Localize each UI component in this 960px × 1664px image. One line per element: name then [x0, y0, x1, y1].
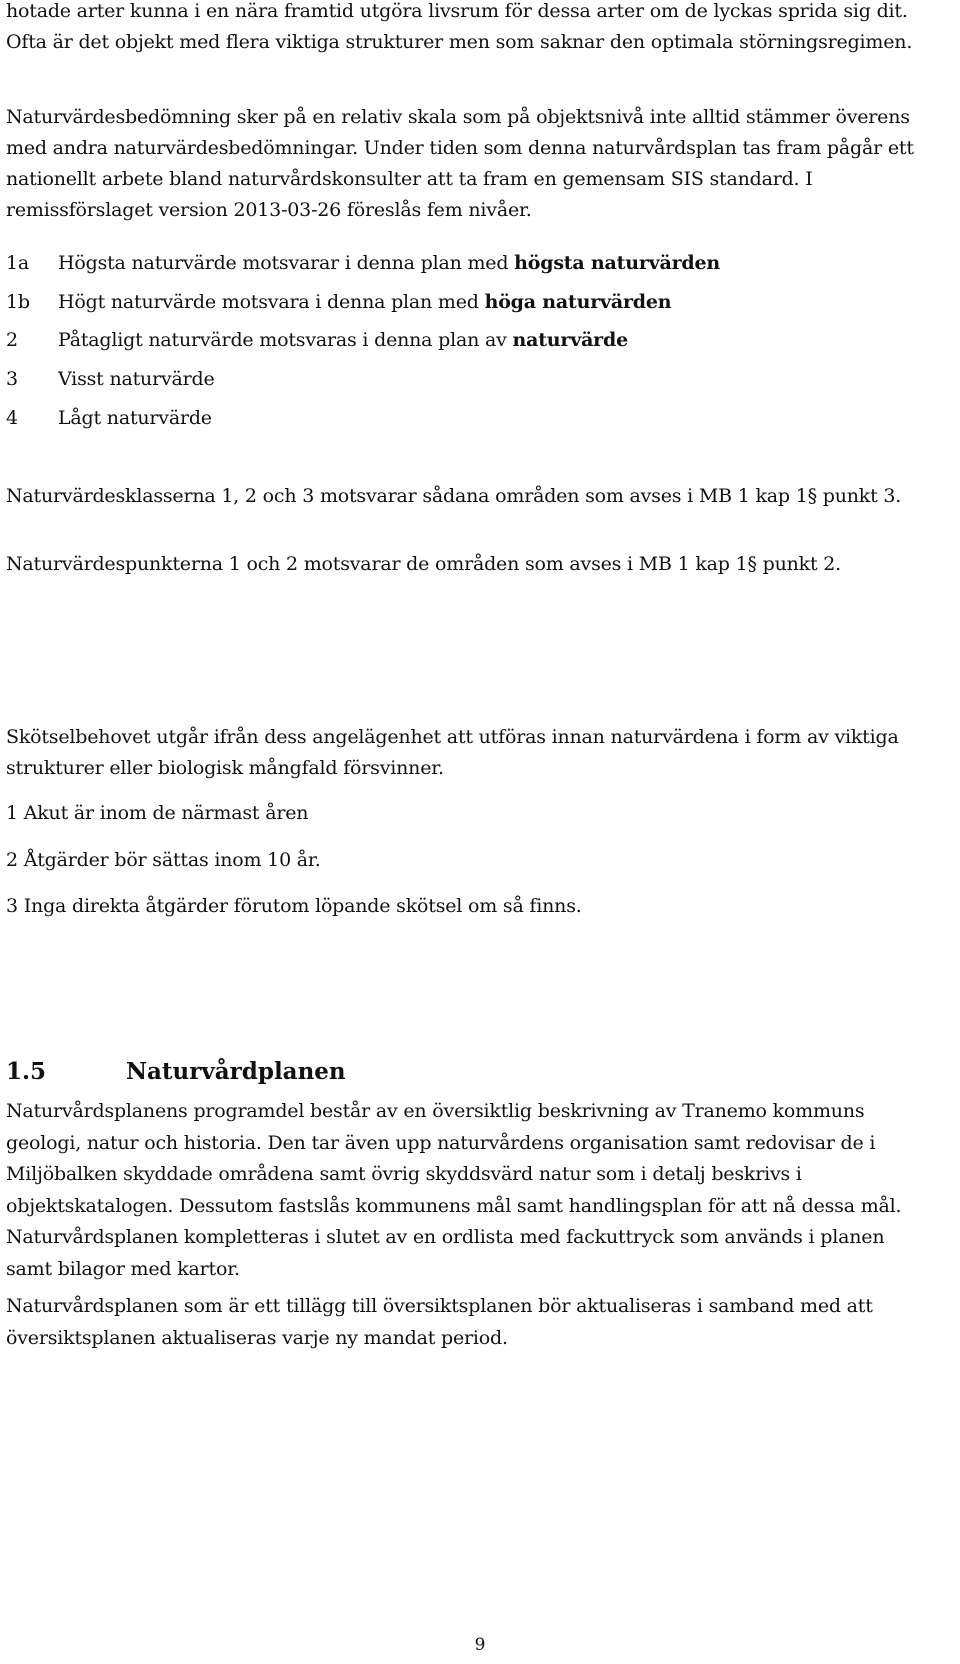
- paragraph-classes: Naturvärdesklasserna 1, 2 och 3 motsvarar sådana områden som avses i MB 1 kap 1§ punkt 3.: [6, 485, 902, 507]
- care-level: 2 Åtgärder bör sättas inom 10 år.: [6, 849, 321, 871]
- section-number: 1.5: [6, 1058, 47, 1085]
- paragraph-plan-update: Naturvårdsplanen som är ett tillägg till översiktsplanen bör aktualiseras i samband med att översiktsplanen aktualiseras varje ny mandat period.: [6, 1295, 873, 1349]
- paragraph-points: Naturvärdespunkterna 1 och 2 motsvarar de områden som avses i MB 1 kap 1§ punkt 2.: [6, 553, 841, 575]
- level-number: 1b: [6, 291, 30, 313]
- section-title: Naturvårdplanen: [126, 1058, 346, 1085]
- level-number: 4: [6, 407, 18, 429]
- level-number: 3: [6, 368, 18, 390]
- level-text: Visst naturvärde: [58, 368, 215, 390]
- care-level: 3 Inga direkta åtgärder förutom löpande skötsel om så finns.: [6, 895, 582, 917]
- level-text: Påtagligt naturvärde motsvaras i denna plan av naturvärde: [58, 329, 628, 351]
- paragraph-assessment: Naturvärdesbedömning sker på en relativ skala som på objektsnivå inte alltid stämmer överens med andra naturvärdesbedömningar. Under tiden som denna naturvårdsplan tas fram pågår ett nationellt arbete bland naturvårdskonsulter att ta fram en gemensam SIS standard. I remissförslaget version 2013-03-26 föreslås fem nivåer.: [6, 106, 914, 221]
- paragraph-intro: hotade arter kunna i en nära framtid utgöra livsrum för dessa arter om de lyckas sprida sig dit. Ofta är det objekt med flera viktiga strukturer men som saknar den optimala störningsregimen.: [6, 0, 913, 53]
- level-emphasis: naturvärde: [512, 329, 628, 351]
- level-number: 1a: [6, 252, 30, 274]
- paragraph-care: Skötselbehovet utgår ifrån dess angelägenhet att utföras innan naturvärdena i form av viktiga strukturer eller biologisk mångfald försvinner.: [6, 726, 899, 779]
- level-emphasis: högsta naturvärden: [514, 252, 720, 274]
- level-text: Högt naturvärde motsvara i denna plan med höga naturvärden: [58, 291, 672, 313]
- paragraph-plan-description: Naturvårdsplanens programdel består av en översiktlig beskrivning av Tranemo kommuns geologi, natur och historia. Den tar även upp naturvårdens organisation samt redovisar de i Miljöbalken skyddade områdena samt övrig skyddsvärd natur som i detalj beskrivs i objektskatalogen. Dessutom fastslås kommunens mål samt handlingsplan för att nå dessa mål. Naturvårdsplanen kompletteras i slutet av en ordlista med fackuttryck som används i planen samt bilagor med kartor.: [6, 1100, 902, 1280]
- page-number: 9: [474, 1635, 486, 1655]
- level-text: Högsta naturvärde motsvarar i denna plan med högsta naturvärden: [58, 252, 720, 274]
- level-number: 2: [6, 329, 18, 351]
- level-emphasis: höga naturvärden: [484, 291, 672, 313]
- level-text: Lågt naturvärde: [58, 407, 212, 429]
- care-level: 1 Akut är inom de närmast åren: [6, 802, 309, 824]
